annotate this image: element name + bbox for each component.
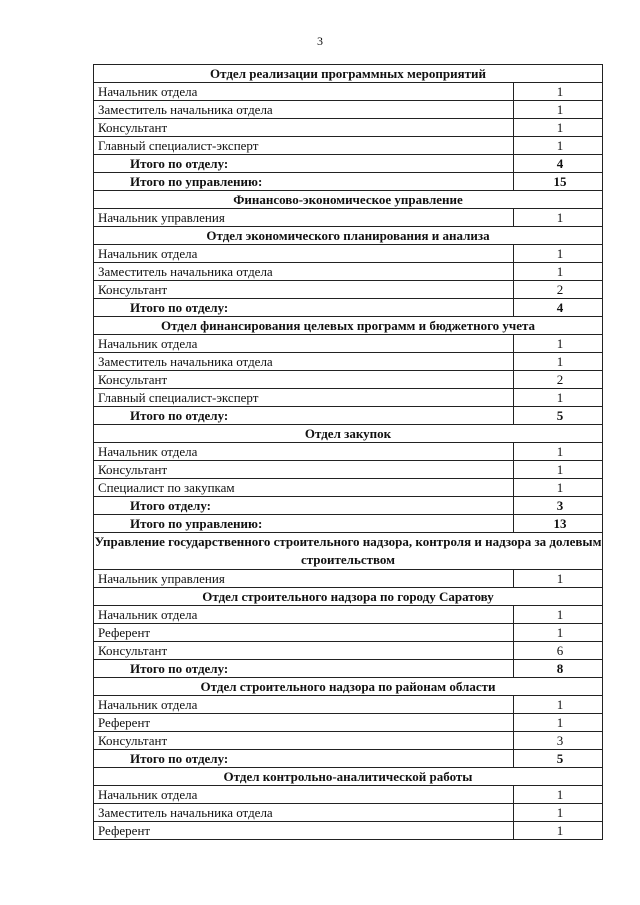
position-count: 1 [514, 804, 603, 822]
position-count: 1 [514, 101, 603, 119]
total-row [94, 299, 603, 317]
position-count: 1 [514, 335, 603, 353]
position-row [94, 570, 603, 588]
position-row [94, 263, 603, 281]
position-row [94, 786, 603, 804]
section-header-row [94, 191, 603, 209]
position-row [94, 822, 603, 840]
position-row [94, 461, 603, 479]
section-header-row [94, 768, 603, 786]
section-header-row [94, 227, 603, 245]
position-name: Референт [94, 714, 514, 732]
staffing-table-body [94, 65, 603, 840]
section-title: Отдел закупок [94, 425, 603, 443]
position-name: Консультант [94, 371, 514, 389]
position-row [94, 624, 603, 642]
position-count: 1 [514, 822, 603, 840]
position-name: Консультант [94, 281, 514, 299]
position-name: Заместитель начальника отдела [94, 353, 514, 371]
total-label: Итого по отделу: [94, 155, 514, 173]
position-count: 1 [514, 83, 603, 101]
section-title: Отдел реализации программных мероприятий [94, 65, 603, 83]
total-label: Итого по отделу: [94, 299, 514, 317]
total-row [94, 173, 603, 191]
position-name: Начальник отдела [94, 83, 514, 101]
total-row [94, 407, 603, 425]
position-name: Специалист по закупкам [94, 479, 514, 497]
position-name: Референт [94, 822, 514, 840]
position-count: 1 [514, 696, 603, 714]
position-count: 1 [514, 443, 603, 461]
position-name: Начальник управления [94, 570, 514, 588]
section-header-row [94, 65, 603, 83]
position-count: 1 [514, 570, 603, 588]
position-row [94, 335, 603, 353]
position-count: 1 [514, 353, 603, 371]
position-row [94, 714, 603, 732]
position-count: 1 [514, 209, 603, 227]
position-count: 1 [514, 786, 603, 804]
total-row [94, 497, 603, 515]
position-count: 1 [514, 606, 603, 624]
total-label: Итого по управлению: [94, 515, 514, 533]
total-label: Итого отделу: [94, 497, 514, 515]
position-name: Начальник отдела [94, 335, 514, 353]
position-name: Консультант [94, 461, 514, 479]
position-row [94, 606, 603, 624]
position-name: Референт [94, 624, 514, 642]
position-name: Заместитель начальника отдела [94, 804, 514, 822]
position-name: Начальник отдела [94, 245, 514, 263]
section-title: Финансово-экономическое управление [94, 191, 603, 209]
section-header-row [94, 317, 603, 335]
total-count: 5 [514, 407, 603, 425]
position-name: Консультант [94, 642, 514, 660]
total-count: 15 [514, 173, 603, 191]
position-count: 1 [514, 263, 603, 281]
total-count: 8 [514, 660, 603, 678]
position-name: Начальник управления [94, 209, 514, 227]
section-header-row [94, 533, 603, 570]
total-row [94, 515, 603, 533]
total-row [94, 155, 603, 173]
section-title: Управление государственного строительного надзора, контроля и надзора за долевым строительством [94, 533, 603, 570]
position-row [94, 353, 603, 371]
position-row [94, 642, 603, 660]
section-header-row [94, 588, 603, 606]
total-label: Итого по управлению: [94, 173, 514, 191]
position-count: 1 [514, 479, 603, 497]
position-row [94, 137, 603, 155]
position-count: 2 [514, 281, 603, 299]
position-row [94, 245, 603, 263]
section-header-row [94, 678, 603, 696]
total-label: Итого по отделу: [94, 750, 514, 768]
section-title: Отдел экономического планирования и анализа [94, 227, 603, 245]
position-count: 1 [514, 389, 603, 407]
position-name: Главный специалист-эксперт [94, 137, 514, 155]
section-title: Отдел контрольно-аналитической работы [94, 768, 603, 786]
position-count: 2 [514, 371, 603, 389]
total-count: 5 [514, 750, 603, 768]
position-row [94, 732, 603, 750]
position-count: 6 [514, 642, 603, 660]
position-row [94, 119, 603, 137]
position-count: 1 [514, 624, 603, 642]
position-count: 3 [514, 732, 603, 750]
position-count: 1 [514, 119, 603, 137]
total-count: 4 [514, 155, 603, 173]
position-row [94, 281, 603, 299]
position-row [94, 101, 603, 119]
position-name: Заместитель начальника отдела [94, 263, 514, 281]
position-row [94, 479, 603, 497]
total-label: Итого по отделу: [94, 407, 514, 425]
position-row [94, 209, 603, 227]
position-name: Консультант [94, 732, 514, 750]
position-row [94, 804, 603, 822]
position-name: Начальник отдела [94, 786, 514, 804]
position-count: 1 [514, 245, 603, 263]
total-count: 3 [514, 497, 603, 515]
total-count: 13 [514, 515, 603, 533]
total-count: 4 [514, 299, 603, 317]
position-name: Главный специалист-эксперт [94, 389, 514, 407]
position-name: Консультант [94, 119, 514, 137]
position-count: 1 [514, 137, 603, 155]
position-name: Заместитель начальника отдела [94, 101, 514, 119]
total-label: Итого по отделу: [94, 660, 514, 678]
section-header-row [94, 425, 603, 443]
position-name: Начальник отдела [94, 443, 514, 461]
section-title: Отдел финансирования целевых программ и бюджетного учета [94, 317, 603, 335]
position-count: 1 [514, 714, 603, 732]
position-name: Начальник отдела [94, 696, 514, 714]
staffing-table [93, 64, 603, 840]
position-count: 1 [514, 461, 603, 479]
section-title: Отдел строительного надзора по районам области [94, 678, 603, 696]
position-row [94, 371, 603, 389]
page-number: 3 [317, 34, 323, 48]
section-title: Отдел строительного надзора по городу Саратову [94, 588, 603, 606]
position-row [94, 696, 603, 714]
position-row [94, 389, 603, 407]
position-row [94, 443, 603, 461]
position-row [94, 83, 603, 101]
total-row [94, 750, 603, 768]
position-name: Начальник отдела [94, 606, 514, 624]
total-row [94, 660, 603, 678]
